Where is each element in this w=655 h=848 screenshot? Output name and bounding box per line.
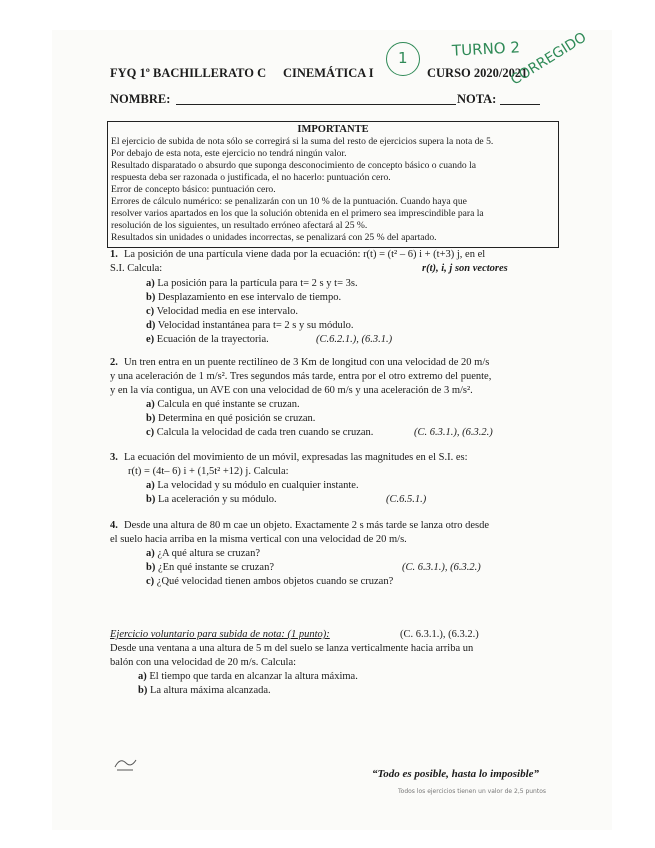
item-text: Determina en qué posición se cruzan.: [157, 413, 316, 424]
doodle-icon: [112, 753, 140, 773]
notice-line: Resultado disparatado o absurdo que suponga desconocimiento de concepto básico o cuando la: [111, 160, 476, 171]
list-item: [146, 576, 393, 587]
teacher-stamp: [386, 42, 420, 76]
item-text: Velocidad media en ese intervalo.: [156, 306, 299, 317]
question-number: 3.: [110, 452, 118, 463]
list-item: [146, 278, 358, 289]
bonus-criteria: (C. 6.3.1.), (6.3.2.): [400, 629, 479, 640]
q4-statement-2: el suelo hacia arriba en la misma vertical con una velocidad de 20 m/s.: [110, 534, 407, 545]
list-item: [146, 413, 315, 424]
item-letter: a): [146, 278, 155, 289]
q1-statement: La posición de una partícula viene dada por la ecuación: r(t) = (t² – 6) i + (t+3) j, en el: [124, 249, 486, 260]
item-text: Velocidad instantánea para t= 2 s y su módulo.: [157, 320, 354, 331]
item-letter: a): [138, 671, 147, 682]
notice-line: resolver varios apartados en los que la solución obtenida en el primero sea imprescindible para la: [111, 208, 484, 219]
bonus-statement: Desde una ventana a una altura de 5 m del suelo se lanza verticalmente hacia arriba un: [110, 643, 474, 654]
notice-line: Resultados sin unidades o unidades incorrectas, se penalizará con 25 % del apartado.: [111, 232, 437, 243]
item-letter: a): [146, 480, 155, 491]
item-text: Calcula la velocidad de cada tren cuando se cruzan.: [156, 427, 374, 438]
notice-line: respuesta deba ser razonada o justificada, el no hacerlo: puntuación cero.: [111, 172, 391, 183]
notice-line: resolución de los siguientes, un resultado erróneo afectará al 25 %.: [111, 220, 368, 231]
item-text: ¿Qué velocidad tienen ambos objetos cuando se cruzan?: [156, 576, 394, 587]
name-line: [176, 104, 456, 105]
q2-statement-3: y en la vía contigua, un AVE con una velocidad de 60 m/s y una aceleración de 3 m/s².: [110, 385, 473, 396]
item-letter: d): [146, 320, 156, 331]
closing-quote: “Todo es posible, hasta lo imposible”: [372, 768, 540, 780]
q1-statement-2: S.I. Calcula:: [110, 263, 163, 274]
item-letter: a): [146, 399, 155, 410]
list-item: [146, 548, 260, 559]
q1-criteria: (C.6.2.1.), (6.3.1.): [316, 334, 393, 345]
item-text: El tiempo que tarda en alcanzar la altura máxima.: [149, 671, 358, 682]
list-item: [146, 320, 354, 331]
notice-line: Por debajo de esta nota, este ejercicio no tendrá ningún valor.: [111, 148, 347, 159]
item-text: ¿En qué instante se cruzan?: [157, 562, 274, 573]
grade-line: [500, 104, 540, 105]
handwritten-corregido: CORREGIDO: [508, 29, 590, 89]
item-text: La posición para la partícula para t= 2 s y t= 3s.: [157, 278, 358, 289]
bonus-title: Ejercicio voluntario para subida de nota: (1 punto):: [110, 629, 330, 640]
list-item: [138, 671, 358, 682]
q3-statement: La ecuación del movimiento de un móvil, expresadas las magnitudes en el S.I. es:: [124, 452, 468, 463]
item-text: Calcula en qué instante se cruzan.: [157, 399, 300, 410]
item-letter: c): [146, 576, 155, 587]
q2-criteria: (C. 6.3.1.), (6.3.2.): [414, 427, 493, 438]
question-number: 1.: [110, 249, 118, 260]
grade-label: NOTA:: [457, 92, 497, 106]
q2-statement: Un tren entra en un puente rectilíneo de 3 Km de longitud con una velocidad de 20 m/s: [124, 357, 490, 368]
list-item: [146, 494, 277, 505]
list-item: [146, 562, 274, 573]
item-text: La altura máxima alcanzada.: [149, 685, 271, 696]
item-letter: e): [146, 334, 155, 345]
course-year: CURSO 2020/2021: [427, 66, 528, 80]
q3-criteria: (C.6.5.1.): [386, 494, 427, 505]
name-label: NOMBRE:: [110, 92, 171, 106]
notice-line: El ejercicio de subida de nota sólo se corregirá si la suma del resto de ejercicios supera la nota de 5.: [111, 136, 494, 147]
notice-title: IMPORTANTE: [297, 124, 369, 135]
item-letter: b): [146, 292, 156, 303]
points-note: Todos los ejercicios tienen un valor de 2,5 puntos: [398, 788, 547, 795]
topic-title: CINEMÁTICA I: [283, 66, 374, 80]
bonus-statement-2: balón con una velocidad de 20 m/s. Calcula:: [110, 657, 297, 668]
item-text: ¿A qué altura se cruzan?: [157, 548, 260, 559]
item-letter: c): [146, 306, 155, 317]
notice-line: Errores de cálculo numérico: se penalizarán con un 10 % de la puntuación. Cuando haya que: [111, 196, 467, 207]
item-letter: a): [146, 548, 155, 559]
q2-statement-2: y una aceleración de 1 m/s². Tres segundos más tarde, entra por el otro extremo del puente,: [110, 371, 492, 382]
list-item: [138, 685, 271, 696]
list-item: [146, 427, 373, 438]
q3-equation: r(t) = (4t– 6) i + (1,5t² +12) j. Calcula:: [128, 466, 289, 477]
item-text: Ecuación de la trayectoria.: [156, 334, 269, 345]
list-item: [146, 399, 300, 410]
item-letter: b): [138, 685, 148, 696]
notice-line: Error de concepto básico: puntuación cero.: [111, 184, 276, 195]
list-item: [146, 292, 341, 303]
notice-box: [107, 121, 559, 248]
item-text: La velocidad y su módulo en cualquier instante.: [157, 480, 359, 491]
q4-statement: Desde una altura de 80 m cae un objeto. Exactamente 2 s más tarde se lanza otro desde: [124, 520, 490, 531]
q4-criteria: (C. 6.3.1.), (6.3.2.): [402, 562, 481, 573]
item-letter: c): [146, 427, 155, 438]
item-letter: b): [146, 494, 156, 505]
handwritten-turno: TURNO 2: [451, 38, 521, 60]
question-number: 4.: [110, 520, 118, 531]
stamp-mark: 1: [398, 49, 408, 67]
item-letter: b): [146, 413, 156, 424]
course-title: FYQ 1º BACHILLERATO C: [110, 66, 267, 80]
question-number: 2.: [110, 357, 118, 368]
item-text: La aceleración y su módulo.: [157, 494, 277, 505]
q1-vector-note: r(t), i, j son vectores: [422, 263, 508, 274]
item-letter: b): [146, 562, 156, 573]
list-item: [146, 306, 298, 317]
item-text: Desplazamiento en ese intervalo de tiempo.: [157, 292, 342, 303]
list-item: [146, 334, 269, 345]
list-item: [146, 480, 359, 491]
